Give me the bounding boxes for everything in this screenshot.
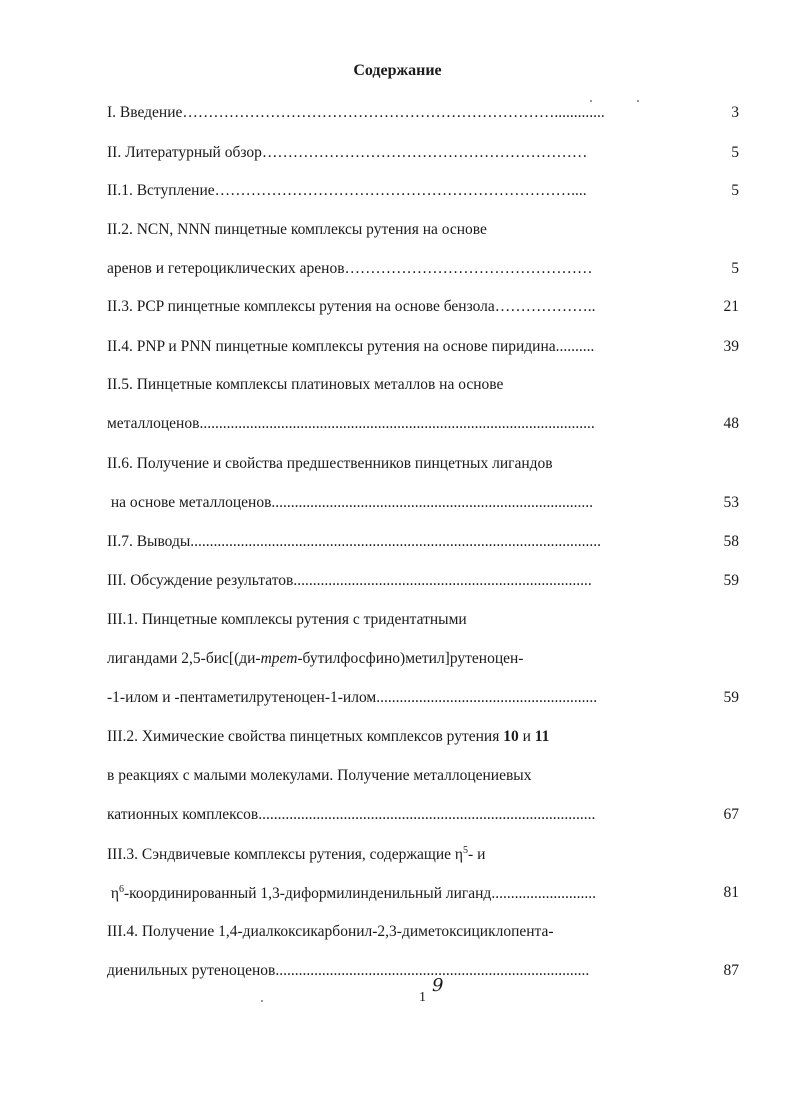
toc-page-number: 58 [723, 533, 739, 550]
toc-entry: металлоценов...................................................................................................... [107, 415, 595, 432]
toc-entry: диенильных рутеноценов................................................................................. [107, 962, 590, 979]
toc-page-number: 3 [731, 104, 739, 121]
toc-entry: I. Введение………………………………………………………………............. [107, 104, 605, 121]
toc-page-number: 59 [723, 572, 739, 589]
toc-entry: на основе металлоценов................................................................................... [107, 494, 594, 511]
toc-entry: III.4. Получение 1,4-диалкоксикарбонил-2,3-диметоксициклопента- [107, 923, 554, 940]
toc-entry: III.2. Химические свойства пинцетных комплексов рутения 10 и 11 [107, 728, 550, 745]
toc-entry: катионных комплексов....................................................................................... [107, 806, 596, 823]
toc-entry: II.6. Получение и свойства предшественников пинцетных лигандов [107, 455, 553, 472]
toc-entry: II.4. PNP и PNN пинцетные комплексы рутения на основе пиридина.......... [107, 338, 595, 355]
toc-page-number: 5 [731, 182, 739, 199]
toc-entry: II.1. Вступление…………………………………………………………….... [107, 182, 587, 199]
toc-entry: -1-илом и -пентаметилрутеноцен-1-илом......................................................... [107, 689, 598, 706]
toc-page-number: 53 [723, 494, 739, 511]
toc-page-number: 87 [723, 962, 739, 979]
toc-entry: аренов и гетероциклических аренов………………………………………… [107, 260, 593, 277]
handwritten-mark: 9 [432, 975, 444, 996]
toc-page-number: 39 [723, 338, 739, 355]
toc-entry: II. Литературный обзор……………………………………………………… [107, 144, 588, 161]
toc-entry: II.3. PCP пинцетные комплексы рутения на основе бензола……………….. [107, 298, 596, 315]
toc-entry: III. Обсуждение результатов............................................................................. [107, 572, 592, 589]
scan-speck [261, 1000, 263, 1002]
toc-page-number: 67 [723, 806, 739, 823]
toc-page-number: 5 [731, 144, 739, 161]
scan-speck [590, 100, 592, 102]
page-number: 1 [419, 990, 426, 1005]
toc-page-number: 21 [723, 298, 739, 315]
toc-page-number: 81 [723, 884, 739, 901]
toc-entry: II.5. Пинцетные комплексы платиновых металлов на основе [107, 376, 504, 393]
scan-speck [637, 100, 639, 102]
toc-page-number: 48 [723, 415, 739, 432]
toc-page-number: 5 [731, 260, 739, 277]
page-title: Содержание [353, 62, 442, 79]
toc-entry: III.3. Сэндвичевые комплексы рутения, содержащие $\eta^5-$ и [107, 845, 486, 864]
toc-entry: III.1. Пинцетные комплексы рутения с тридентатными [107, 611, 467, 628]
toc-entry: лигандами 2,5-бис[(ди-трет-бутилфосфино)метил]рутеноцен- [107, 650, 524, 667]
toc-entry: в реакциях с малыми молекулами. Получение металлоцениевых [107, 767, 532, 784]
toc-page-number: 59 [723, 689, 739, 706]
toc-entry: II.2. NCN, NNN пинцетные комплексы рутения на основе [107, 221, 487, 238]
toc-entry: $\eta^6$-координированный 1,3-диформилинденильный лиганд........................... [107, 884, 596, 903]
toc-entry: II.7. Выводы.......................................................................................................... [107, 533, 602, 550]
